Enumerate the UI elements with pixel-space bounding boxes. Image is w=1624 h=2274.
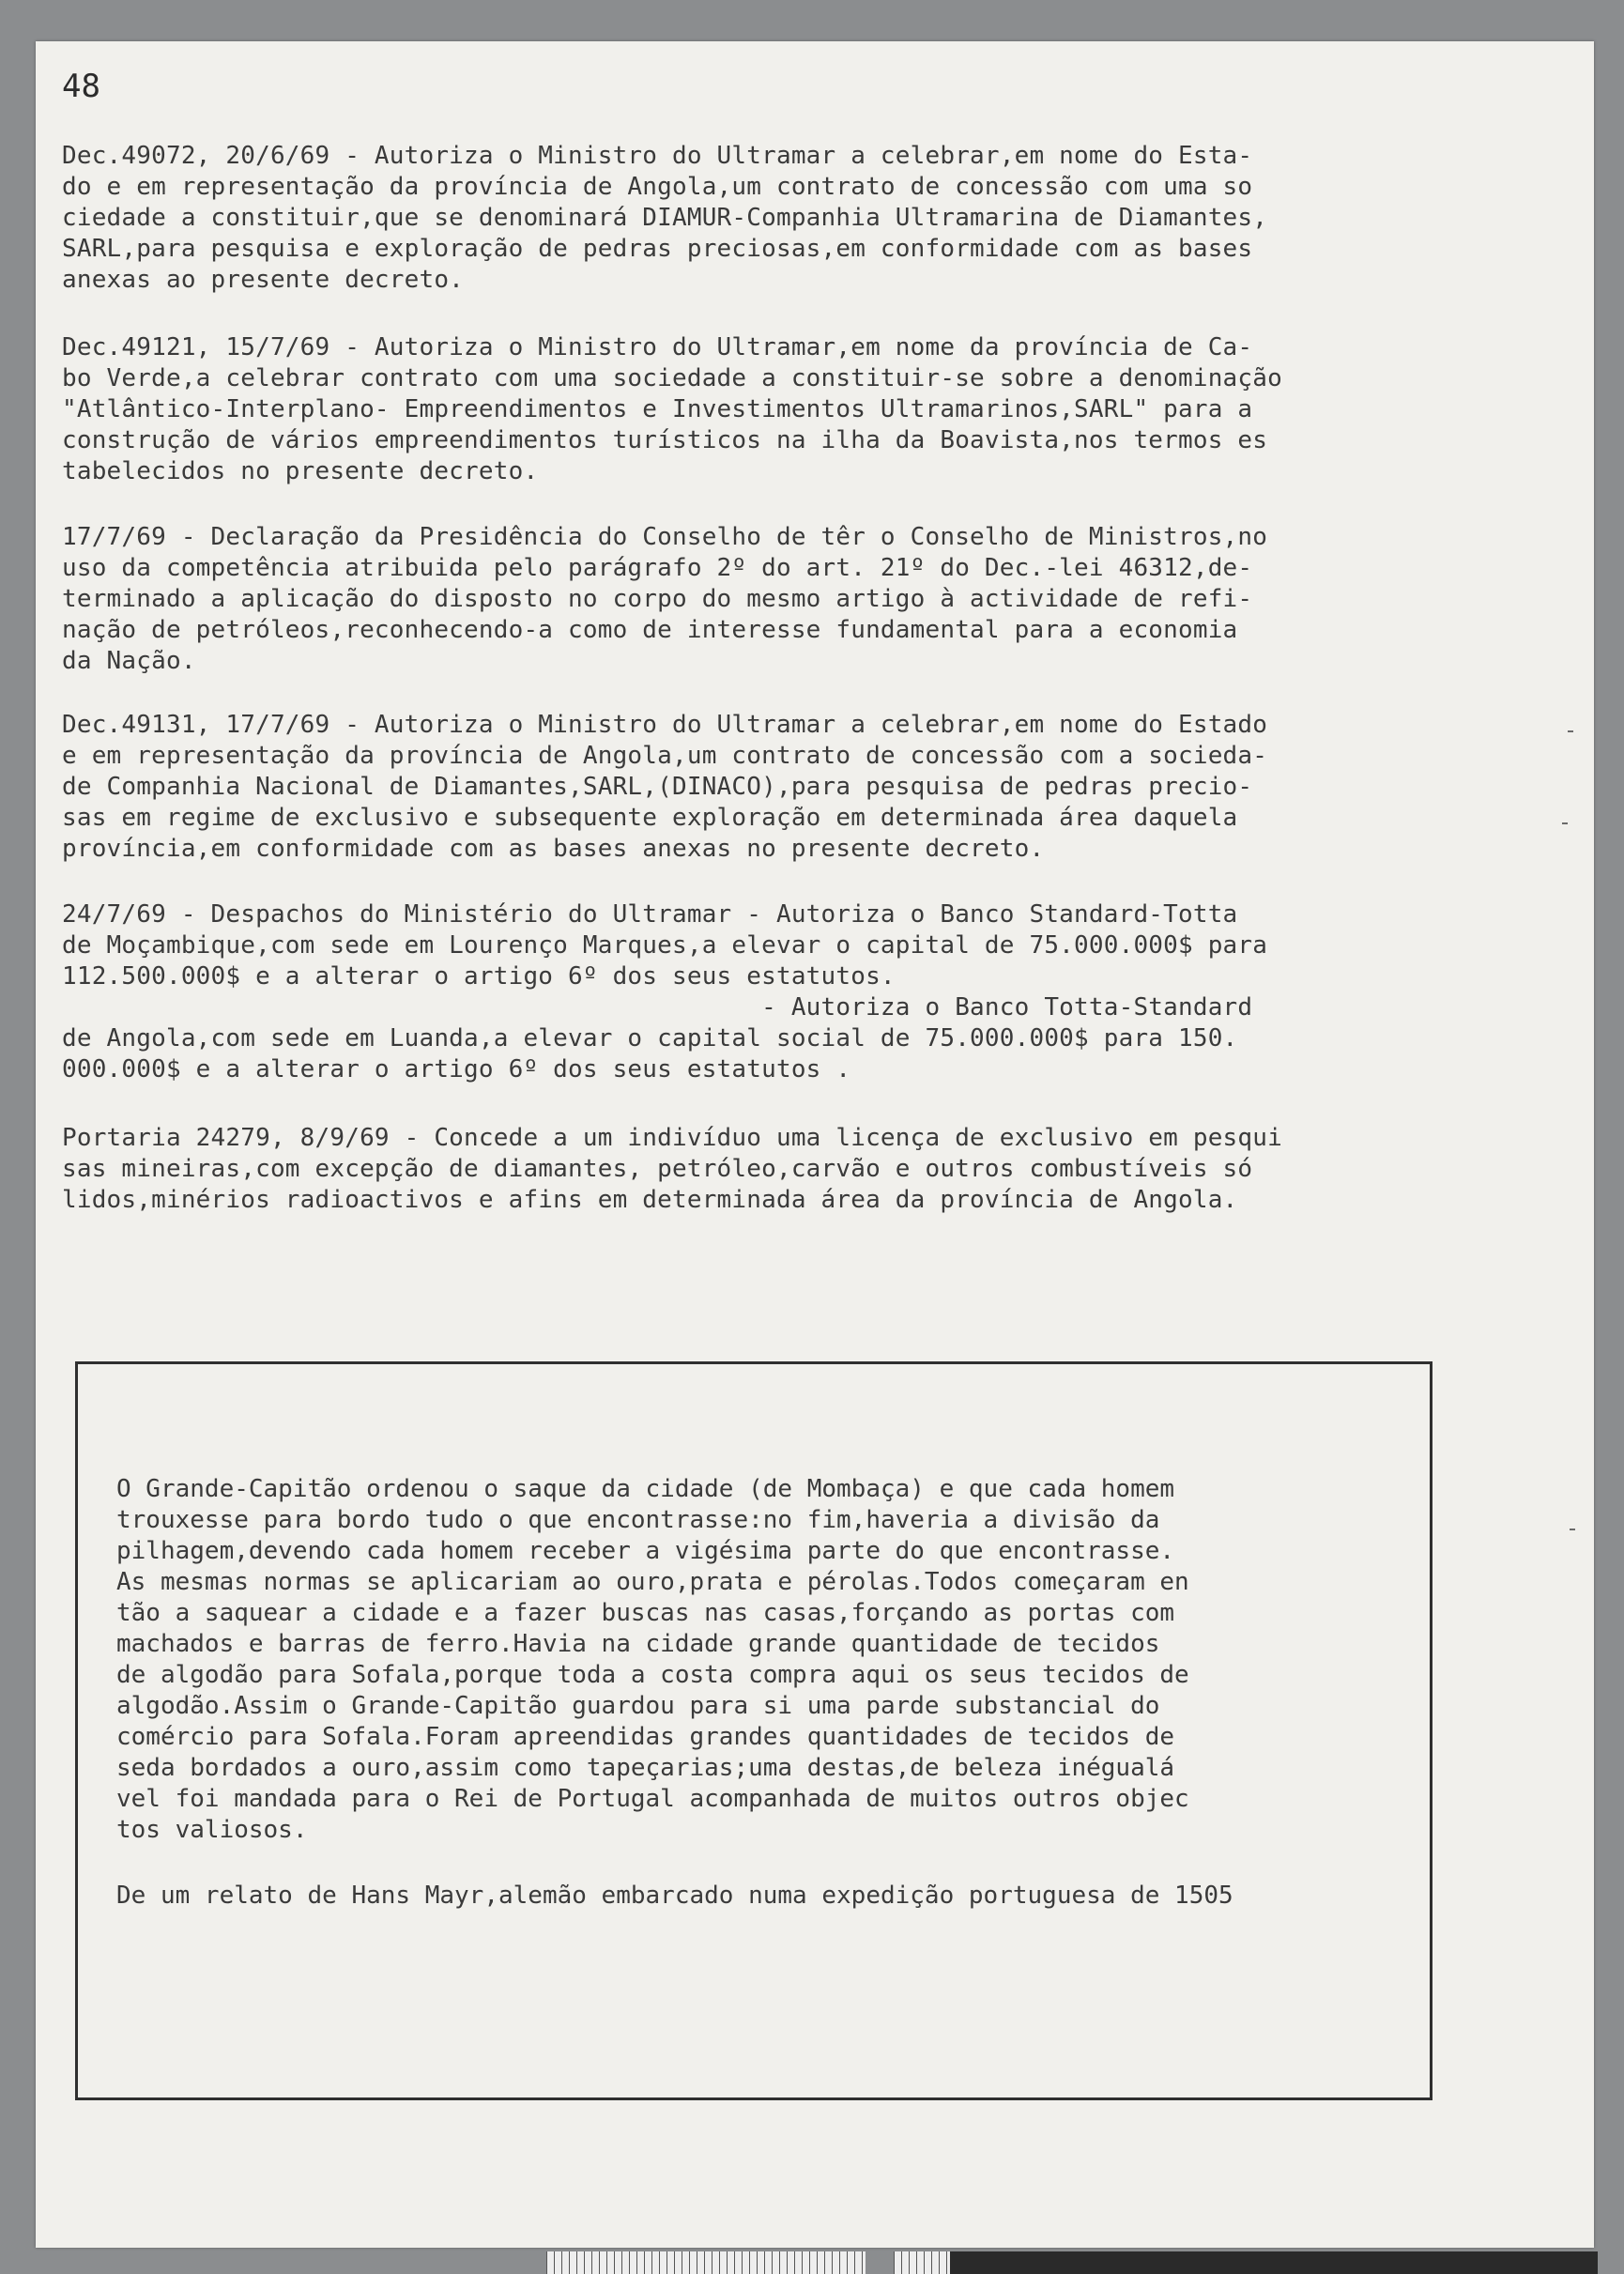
page-number: 48 [62,68,100,105]
quote-line: O Grande-Capitão ordenou o saque da cidade (de Mombaça) e que cada homem [116,1475,1175,1503]
entry-line: de Moçambique,com sede em Lourenço Marques,a elevar o capital de 75.000.000$ para [62,931,1268,960]
entry-declaracao-17-7-69 [62,522,1470,677]
ruler-segment [546,2251,866,2274]
entry-line: 24/7/69 - Despachos do Ministério do Ultramar - Autoriza o Banco Standard-Totta [62,900,1238,929]
ruler-segment [950,2251,1598,2274]
entry-line: do e em representação da província de Angola,um contrato de concessão com uma so [62,173,1253,201]
entry-line: de Angola,com sede em Luanda,a elevar o capital social de 75.000.000$ para 150. [62,1024,1238,1052]
entry-despachos-24-7-69 [62,899,1470,1085]
entry-line: anexas ao presente decreto. [62,266,465,294]
quote-line: tos valiosos. [116,1816,308,1844]
entry-line: SARL,para pesquisa e exploração de pedras preciosas,em conformidade com as bases [62,235,1253,263]
quote-line: comércio para Sofala.Foram apreendidas grandes quantidades de tecidos de [116,1723,1175,1751]
quote-text [116,1474,1189,1846]
scale-ruler [546,2251,1598,2274]
margin-mark [1568,730,1573,732]
entry-dec-49121 [62,332,1470,487]
entry-dec-49072 [62,141,1470,296]
quote-source: De um relato de Hans Mayr,alemão embarcado numa expedição portuguesa de 1505 [116,1882,1233,1910]
entry-line: "Atlântico-Interplano- Empreendimentos e Investimentos Ultramarinos,SARL" para a [62,395,1253,423]
entry-line: Dec.49121, 15/7/69 - Autoriza o Ministro do Ultramar,em nome da província de Ca- [62,333,1253,361]
ruler-segment [894,2251,950,2274]
entry-line: Portaria 24279, 8/9/69 - Concede a um indivíduo uma licença de exclusivo em pesqui [62,1124,1282,1152]
quote-line: algodão.Assim o Grande-Capitão guardou para si uma parde substancial do [116,1692,1160,1720]
entry-line: nação de petróleos,reconhecendo-a como de interesse fundamental para a economia [62,616,1238,644]
quote-line: de algodão para Sofala,porque toda a costa compra aqui os seus tecidos de [116,1661,1189,1689]
quote-line: As mesmas normas se aplicariam ao ouro,prata e pérolas.Todos começaram en [116,1568,1189,1596]
quote-line: pilhagem,devendo cada homem receber a vigésima parte do que encontrasse. [116,1537,1175,1565]
entry-line: uso da competência atribuida pelo parágrafo 2º do art. 21º do Dec.-lei 46312,de- [62,554,1253,582]
ruler-gap [866,2251,894,2274]
entry-line: da Nação. [62,647,196,675]
entry-line: Dec.49131, 17/7/69 - Autoriza o Ministro do Ultramar a celebrar,em nome do Estado [62,711,1268,739]
margin-mark [1562,822,1568,824]
entry-line: sas em regime de exclusivo e subsequente exploração em determinada área daquela [62,804,1238,832]
entry-line: terminado a aplicação do disposto no corpo do mesmo artigo à actividade de refi- [62,585,1253,613]
entry-line: construção de vários empreendimentos turísticos na ilha da Boavista,nos termos es [62,426,1268,454]
entry-portaria-24279 [62,1123,1470,1216]
quote-line: machados e barras de ferro.Havia na cidade grande quantidade de tecidos [116,1630,1160,1658]
entry-line: 17/7/69 - Declaração da Presidência do Conselho de têr o Conselho de Ministros,no [62,523,1268,551]
entry-line: - Autoriza o Banco Totta-Standard [62,993,1253,1022]
margin-mark [1570,1529,1575,1530]
entry-line: lidos,minérios radioactivos e afins em determinada área da província de Angola. [62,1186,1238,1214]
quote-line: trouxesse para bordo tudo o que encontrasse:no fim,haveria a divisão da [116,1506,1160,1534]
entry-line: província,em conformidade com as bases anexas no presente decreto. [62,835,1045,863]
quote-line: seda bordados a ouro,assim como tapeçarias;uma destas,de beleza inégualá [116,1754,1175,1782]
entry-dec-49131 [62,710,1470,865]
entry-line: Dec.49072, 20/6/69 - Autoriza o Ministro do Ultramar a celebrar,em nome do Esta- [62,142,1253,170]
entry-line: tabelecidos no presente decreto. [62,457,539,485]
entry-line: bo Verde,a celebrar contrato com uma sociedade a constituir-se sobre a denominação [62,364,1282,392]
quote-line: vel foi mandada para o Rei de Portugal acompanhada de muitos outros objec [116,1785,1189,1813]
entry-line: e em representação da província de Angola,um contrato de concessão com a socieda- [62,742,1268,770]
quote-line: tão a saquear a cidade e a fazer buscas nas casas,forçando as portas com [116,1599,1175,1627]
entry-line: de Companhia Nacional de Diamantes,SARL,(DINACO),para pesquisa de pedras precio- [62,773,1253,801]
entry-line: sas mineiras,com excepção de diamantes, petróleo,carvão e outros combustíveis só [62,1155,1253,1183]
entry-line: ciedade a constituir,que se denominará DIAMUR-Companhia Ultramarina de Diamantes, [62,204,1268,232]
entry-line: 000.000$ e a alterar o artigo 6º dos seus estatutos . [62,1055,851,1083]
entry-line: 112.500.000$ e a alterar o artigo 6º dos seus estatutos. [62,962,896,991]
